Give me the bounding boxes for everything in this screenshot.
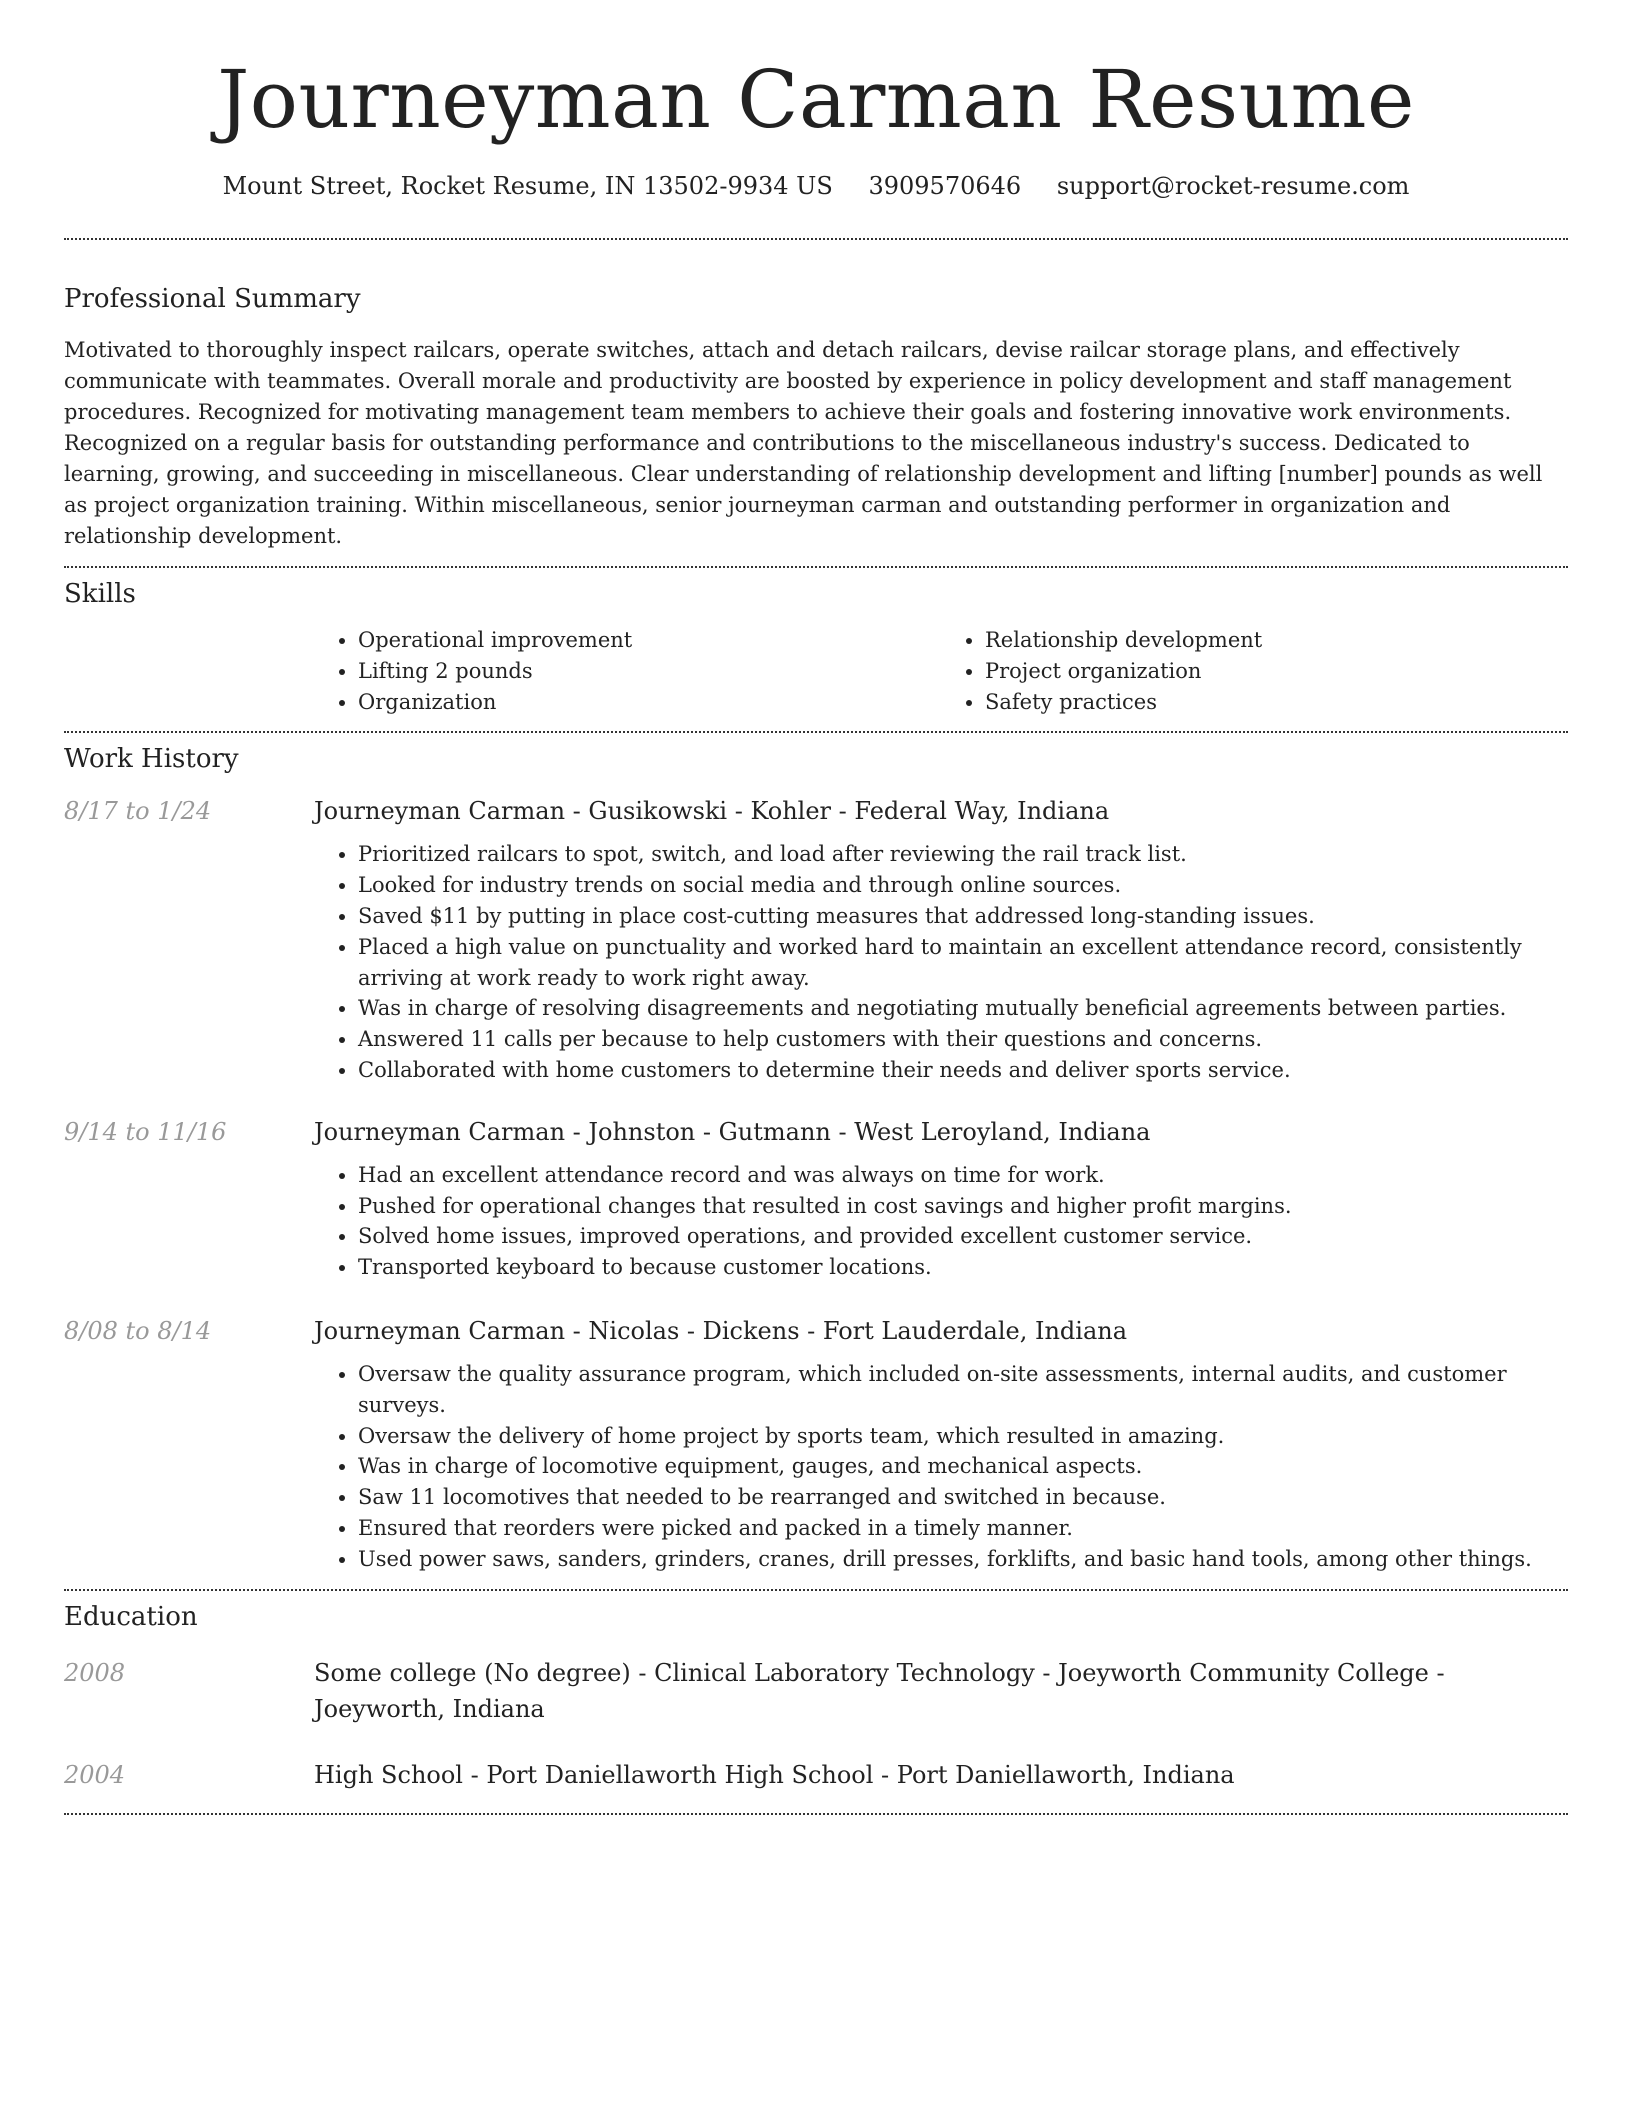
section-heading-summary: Professional Summary bbox=[64, 284, 361, 314]
education-date: 2004 bbox=[64, 1760, 126, 1789]
skill-item: • Safety practices bbox=[985, 687, 1568, 718]
education-title: Some college (No degree) - Clinical Laboratory Technology - Joeyworth Community College - Joeyworth, Indiana bbox=[314, 1658, 1445, 1723]
divider bbox=[64, 566, 1568, 568]
education-entry bbox=[64, 1655, 1568, 1727]
job-bullet: • Saved $11 by putting in place cost-cutting measures that addressed long-standing issues. bbox=[358, 901, 1568, 932]
summary-text: Motivated to thoroughly inspect railcars, operate switches, attach and detach railcars, devise railcar storage plans, and effectively communicate with teammates. Overall morale and productivity are boosted by experience in policy development and staff management procedures. Recognized for motivating management team members to achieve their goals and fostering innovative work environments. Recognized on a regular basis for outstanding performance and contributions to the miscellaneous industry's success. Dedicated to learning, growing, and succeeding in miscellaneous. Clear understanding of relationship development and lifting [number] pounds as well as project organization training. Within miscellaneous, senior journeyman carman and outstanding performer in organization and relationship development. bbox=[64, 338, 1543, 548]
education-body bbox=[314, 1757, 1568, 1793]
job-bullet: • Oversaw the delivery of home project by sports team, which resulted in amazing. bbox=[358, 1421, 1568, 1452]
job-bullet: • Pushed for operational changes that resulted in cost savings and higher profit margins. bbox=[358, 1191, 1568, 1222]
job-bullets bbox=[314, 839, 1568, 1085]
education-body bbox=[314, 1655, 1568, 1727]
job-title: Journeyman Carman - Gusikowski - Kohler - Federal Way, Indiana bbox=[314, 797, 1110, 826]
job-bullet: • Was in charge of locomotive equipment, gauges, and mechanical aspects. bbox=[358, 1451, 1568, 1482]
job-title: Journeyman Carman - Johnston - Gutmann - West Leroyland, Indiana bbox=[314, 1117, 1151, 1146]
summary-section bbox=[64, 283, 1568, 552]
job-bullets bbox=[314, 1160, 1568, 1283]
contact-address: Mount Street, Rocket Resume, IN 13502-9934 US bbox=[222, 172, 833, 200]
job-bullet: • Looked for industry trends on social media and through online sources. bbox=[358, 870, 1568, 901]
skills-list bbox=[314, 625, 1568, 717]
job-bullet: • Placed a high value on punctuality and worked hard to maintain an excellent attendance record, consistently arriving at work ready to work right away. bbox=[358, 932, 1568, 994]
job-bullet: • Ensured that reorders were picked and packed in a timely manner. bbox=[358, 1513, 1568, 1544]
job-bullet: • Collaborated with home customers to determine their needs and deliver sports service. bbox=[358, 1055, 1568, 1086]
job-bullet: • Solved home issues, improved operations, and provided excellent customer service. bbox=[358, 1221, 1568, 1252]
job-bullet: • Used power saws, sanders, grinders, cranes, drill presses, forklifts, and basic hand tools, among other things. bbox=[358, 1544, 1568, 1575]
job-dates: 9/14 to 11/16 bbox=[64, 1117, 227, 1146]
job-bullet: • Answered 11 calls per because to help customers with their questions and concerns. bbox=[358, 1024, 1568, 1055]
section-heading-work-history: Work History bbox=[64, 744, 239, 775]
job-entry bbox=[64, 793, 1568, 1085]
divider bbox=[64, 1813, 1568, 1815]
job-dates: 8/08 to 8/14 bbox=[64, 1316, 212, 1345]
skill-item: • Operational improvement bbox=[358, 625, 941, 656]
resume-header bbox=[64, 0, 1568, 202]
resume-title: Journeyman Carman Resume bbox=[217, 53, 1415, 146]
job-bullet: • Oversaw the quality assurance program, which included on-site assessments, internal audits, and customer surveys. bbox=[358, 1359, 1568, 1421]
skills-column-right bbox=[941, 625, 1568, 717]
job-bullet: • Had an excellent attendance record and was always on time for work. bbox=[358, 1160, 1568, 1191]
job-bullet: • Transported keyboard to because customer locations. bbox=[358, 1252, 1568, 1283]
job-bullet: • Was in charge of resolving disagreements and negotiating mutually beneficial agreements between parties. bbox=[358, 993, 1568, 1024]
education-title: High School - Port Daniellaworth High School - Port Daniellaworth, Indiana bbox=[314, 1760, 1235, 1789]
job-bullet: • Prioritized railcars to spot, switch, and load after reviewing the rail track list. bbox=[358, 839, 1568, 870]
job-dates: 8/17 to 1/24 bbox=[64, 797, 212, 826]
job-entry bbox=[64, 1114, 1568, 1283]
job-body bbox=[314, 793, 1568, 1085]
contact-phone: 3909570646 bbox=[868, 172, 1022, 200]
job-bullet: • Saw 11 locomotives that needed to be rearranged and switched in because. bbox=[358, 1482, 1568, 1513]
education-section bbox=[64, 1601, 1568, 1793]
section-heading-education: Education bbox=[64, 1601, 198, 1632]
skill-item: • Organization bbox=[358, 687, 941, 718]
contact-line bbox=[64, 170, 1568, 202]
skills-column-left bbox=[314, 625, 941, 717]
education-entry bbox=[64, 1757, 1568, 1793]
skill-item: • Relationship development bbox=[985, 625, 1568, 656]
skills-section bbox=[64, 578, 1568, 717]
work-history-section bbox=[64, 743, 1568, 1574]
job-body bbox=[314, 1313, 1568, 1575]
job-entry bbox=[64, 1313, 1568, 1575]
contact-email: support@rocket-resume.com bbox=[1056, 172, 1410, 200]
divider bbox=[64, 731, 1568, 733]
skill-item: • Lifting 2 pounds bbox=[358, 656, 941, 687]
divider bbox=[64, 1589, 1568, 1591]
job-bullets bbox=[314, 1359, 1568, 1575]
section-heading-skills: Skills bbox=[64, 579, 136, 609]
job-title: Journeyman Carman - Nicolas - Dickens - Fort Lauderdale, Indiana bbox=[314, 1316, 1128, 1345]
skill-item: • Project organization bbox=[985, 656, 1568, 687]
education-date: 2008 bbox=[64, 1658, 126, 1687]
divider bbox=[64, 238, 1568, 240]
job-body bbox=[314, 1114, 1568, 1283]
